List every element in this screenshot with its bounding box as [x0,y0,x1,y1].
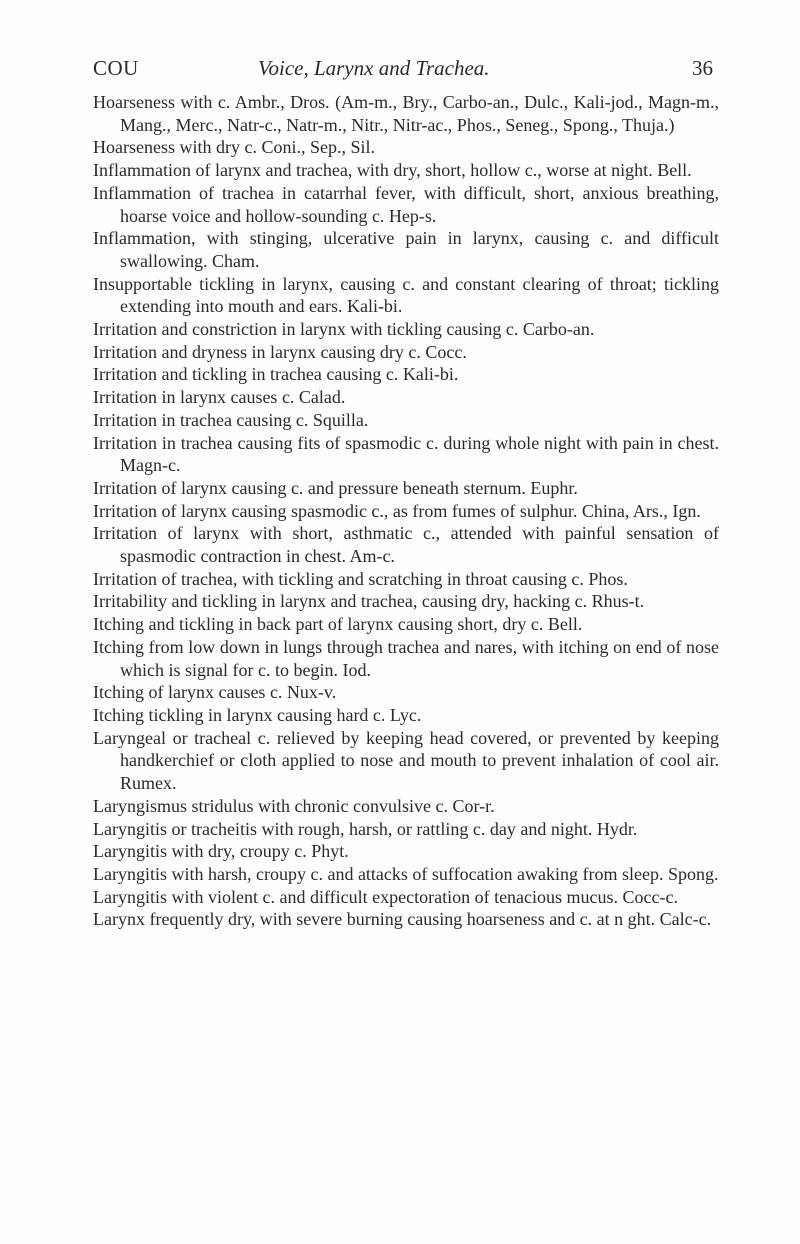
page-number: 36 [692,56,713,80]
list-item: Irritability and tickling in larynx and trachea, causing dry, hacking c. Rhus-t. [93,591,645,612]
list-item: Itching tickling in larynx causing hard c. Lyc. [93,704,422,725]
list-item: Irritation and dryness in larynx causing dry c. Cocc. [93,341,467,362]
list-item: Irritation in trachea causing c. Squilla. [93,409,369,430]
list-item: Irritation and constriction in larynx with tickling causing c. Carbo-an. [93,319,595,340]
list-item: Inflammation, with stinging, ulcerative pain in larynx, causing c. and difficult swallowing. Cham. [93,228,719,271]
list-item: Laryngitis with violent c. and difficult expectoration of tenacious mucus. Cocc-c. [93,886,678,907]
header-catchword: COU [93,56,139,80]
list-item: Laryngitis with dry, croupy c. Phyt. [93,841,349,862]
header-section-title: Voice, Larynx and Trachea. [258,56,490,80]
list-item: Hoarseness with dry c. Coni., Sep., Sil. [93,137,375,158]
running-header [93,56,713,86]
symptom-list [93,91,719,931]
list-item: Hoarseness with c. Ambr., Dros. (Am-m., Bry., Carbo-an., Dulc., Kali-jod., Magn-m., Mang., Merc., Natr-c., Natr-m., Nitr., Nitr-ac., Phos., Seneg., Spong., Thuja.) [93,92,719,135]
list-item: Laryngeal or tracheal c. relieved by keeping head covered, or prevented by keeping handkerchief or cloth applied to nose and mouth to prevent inhalation of cool air. Rumex. [93,727,719,794]
list-item: Inflammation of trachea in catarrhal fever, with difficult, short, anxious breathing, hoarse voice and hollow-sounding c. Hep-s. [93,182,719,226]
list-item: Irritation in larynx causes c. Calad. [93,387,346,408]
list-item: Itching from low down in lungs through trachea and nares, with itching on end of nose which is signal for c. to begin. Iod. [93,636,719,680]
list-item: Irritation of larynx causing c. and pressure beneath sternum. Euphr. [93,477,578,498]
list-item: Laryngitis or tracheitis with rough, harsh, or rattling c. day and night. Hydr. [93,818,638,839]
list-item: Irritation of larynx with short, asthmatic c., attended with painful sensation of spasmodic contraction in chest. Am-c. [93,523,719,567]
list-item: Itching of larynx causes c. Nux-v. [93,682,337,703]
list-item: Irritation of larynx causing spasmodic c., as from fumes of sulphur. China, Ars., Ign. [93,500,701,521]
list-item: Inflammation of larynx and trachea, with dry, short, hollow c., worse at night. Bell. [93,160,692,181]
list-item: Irritation and tickling in trachea causing c. Kali-bi. [93,364,459,385]
list-item: Itching and tickling in back part of larynx causing short, dry c. Bell. [93,614,583,635]
list-item: Laryngitis with harsh, croupy c. and attacks of suffocation awaking from sleep. Spong. [93,863,719,884]
list-item: Larynx frequently dry, with severe burning causing hoarseness and c. at n ght. Calc-c. [93,909,712,930]
list-item: Laryngismus stridulus with chronic convulsive c. Cor-r. [93,795,495,816]
list-item: Irritation of trachea, with tickling and scratching in throat causing c. Phos. [93,568,628,589]
list-item: Insupportable tickling in larynx, causing c. and constant clearing of throat; tickling extending into mouth and ears. Kali-bi. [93,273,719,317]
list-item: Irritation in trachea causing fits of spasmodic c. during whole night with pain in chest. Magn-c. [93,432,719,476]
